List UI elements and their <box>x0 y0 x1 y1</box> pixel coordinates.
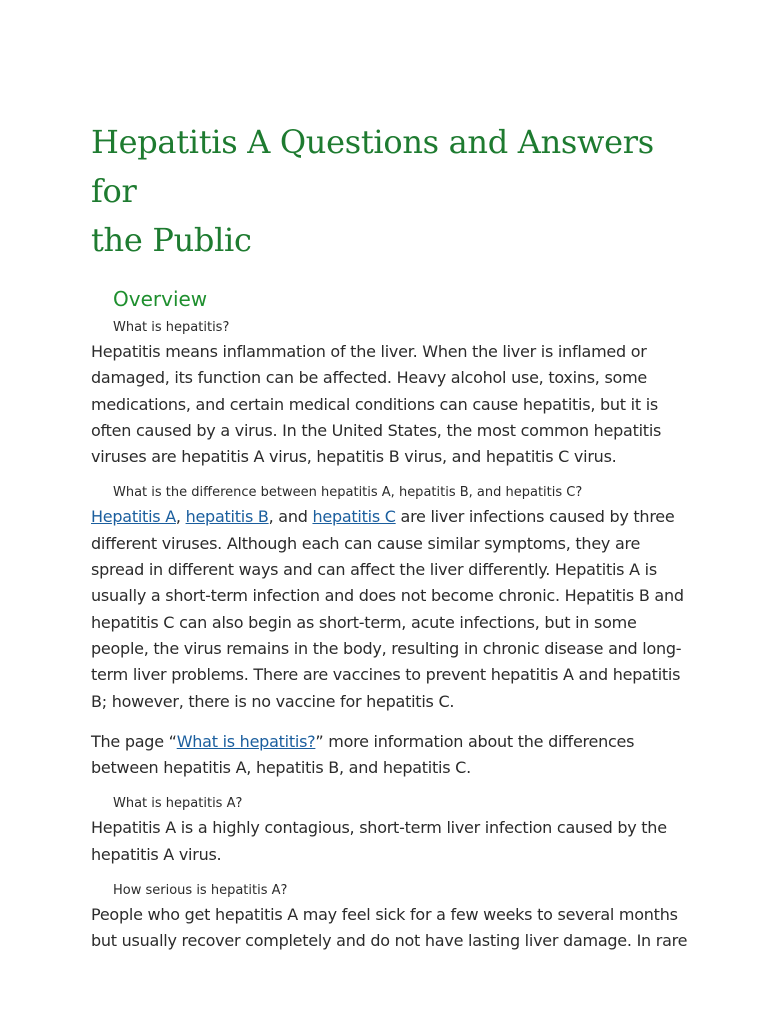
answer-what-is-hepatitis-a: Hepatitis A is a highly contagious, short-term liver infection caused by the hepatitis A virus. <box>91 818 667 864</box>
text-separator: , and <box>268 507 313 527</box>
answer-how-serious: People who get hepatitis A may feel sick for a few weeks to several months but usually recover completely and do not have lasting liver damage. In rare <box>91 905 688 951</box>
section-heading-overview: Overview <box>113 287 208 311</box>
question-difference-abc: What is the difference between hepatitis A, hepatitis B, and hepatitis C? <box>113 485 583 501</box>
answer-difference-abc <box>91 504 691 714</box>
answer-what-is-hepatitis: Hepatitis means inflammation of the liver. When the liver is inflamed or damaged, its function can be affected. Heavy alcohol use, toxins, some medications, and certain medical conditions can cause hepatitis, but it is often caused by a virus. In the United States, the most common hepatitis viruses are hepatitis A virus, hepatitis B virus, and hepatitis C virus. <box>91 342 662 467</box>
link-what-is-hepatitis[interactable]: What is hepatitis? <box>176 731 316 751</box>
link-hepatitis-c[interactable]: hepatitis C <box>312 507 396 527</box>
page-title-line-2: the Public <box>91 221 252 259</box>
page-title-line-1: Hepatitis A Questions and Answers for <box>91 123 654 210</box>
text-separator: , <box>175 507 186 527</box>
document-page <box>91 118 691 969</box>
page-title <box>91 118 691 265</box>
link-hepatitis-a[interactable]: Hepatitis A <box>91 507 176 527</box>
question-what-is-hepatitis-a: What is hepatitis A? <box>113 796 243 812</box>
answer-see-page <box>91 729 691 782</box>
answer-text: ” more information about the differences between hepatitis A, hepatitis B, and hepatitis C. <box>91 731 635 778</box>
question-what-is-hepatitis: What is hepatitis? <box>113 320 230 335</box>
question-how-serious: How serious is hepatitis A? <box>113 883 288 899</box>
answer-text: are liver infections caused by three different viruses. Although each can cause similar symptoms, they are spread in different ways and can affect the liver differently. Hepatitis A is usually a short-term infection and does not become chronic. Hepatitis B and hepatitis C can also begin as short-term, acute infections, but in some people, the virus remains in the body, resulting in chronic disease and long-term liver problems. There are vaccines to prevent hepatitis A and hepatitis B; however, there is no vaccine for hepatitis C. <box>91 507 684 711</box>
link-hepatitis-b[interactable]: hepatitis B <box>185 507 269 527</box>
answer-text: The page “ <box>91 731 177 751</box>
